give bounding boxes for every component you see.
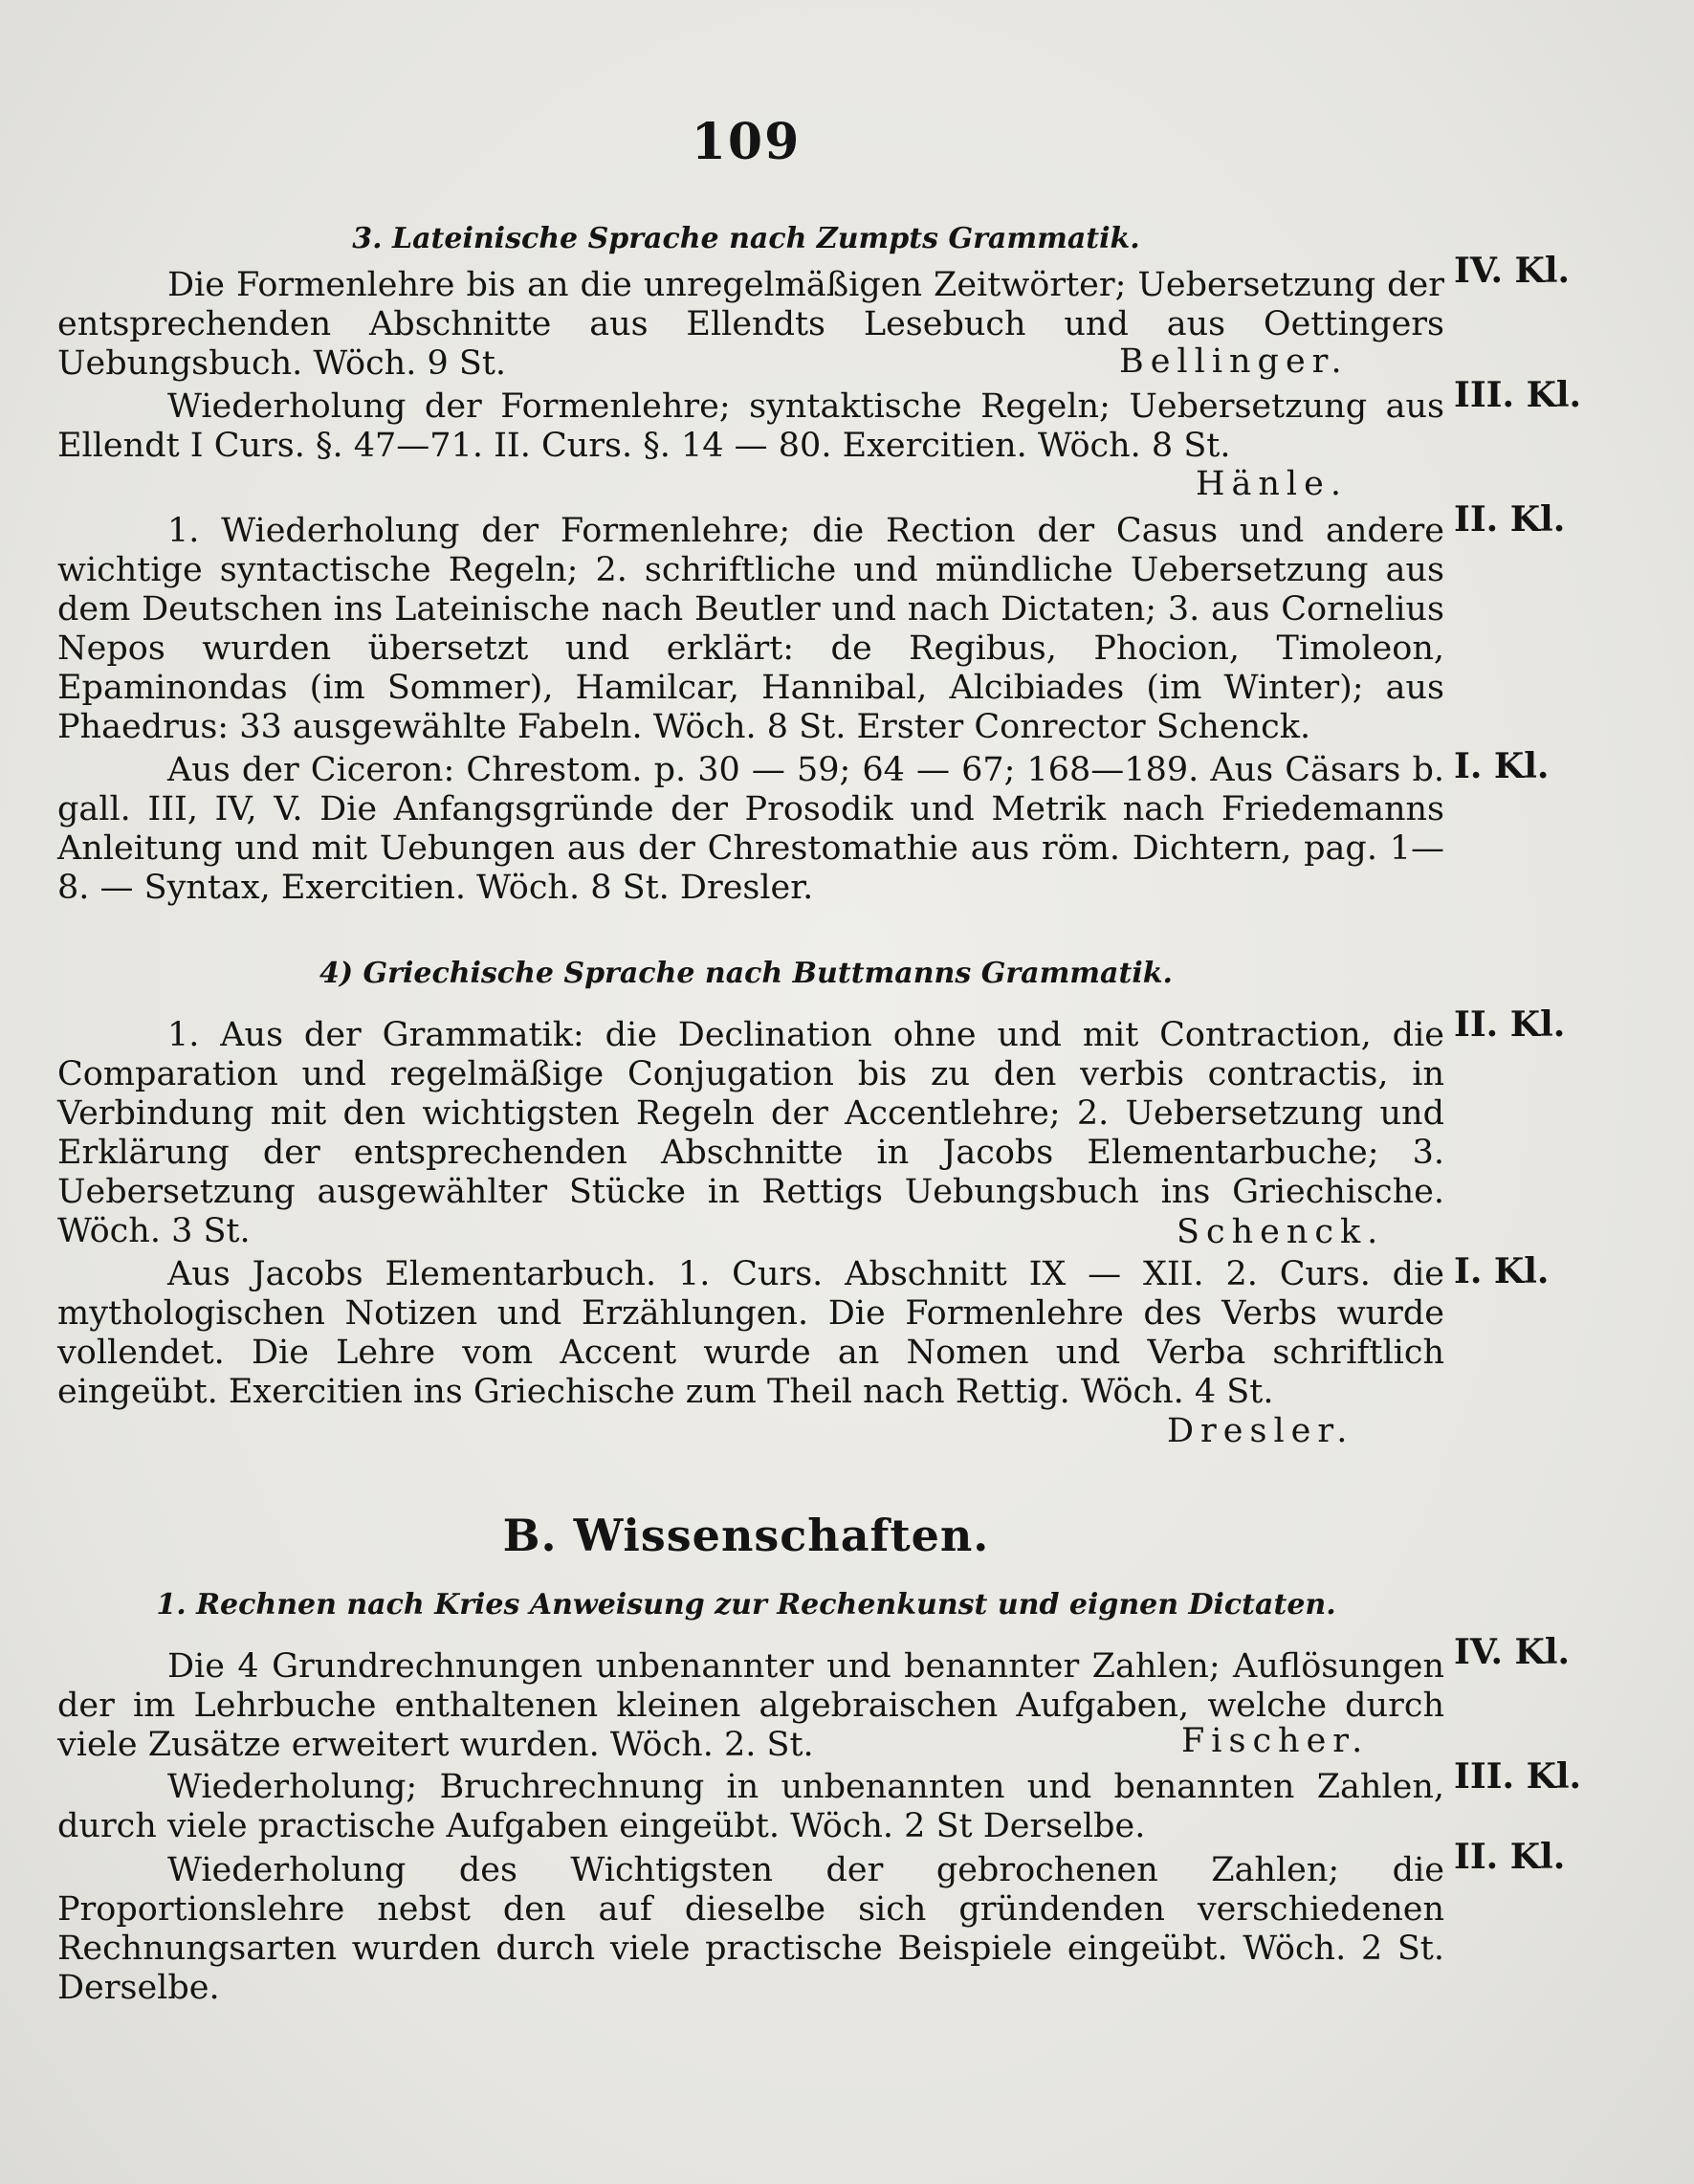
entry-greek-i: [57, 1255, 1444, 1412]
teacher-name: Bellinger.: [1119, 342, 1349, 381]
entry-text: Aus Jacobs Elementarbuch. 1. Curs. Abschnitt IX — XII. 2. Curs. die mythologischen Notizen und Erzählungen. Die Formenlehre des Verbs wurde vollendet. Die Lehre vom Accent wurde an Nomen und Verba schriftlich eingeübt. Exercitien ins Griechische zum Theil nach Rettig. Wöch. 4 St.: [57, 1255, 1444, 1411]
entry-latin-i: [57, 751, 1444, 908]
entry-text: Die Formenlehre bis an die unregelmäßigen Zeitwörter; Uebersetzung der entsprechenden Abschnitte aus Ellendts Lesebuch und aus Oettingers Uebungsbuch. Wöch. 9 St.: [57, 266, 1444, 383]
entry-text: Wiederholung des Wichtigsten der gebrochenen Zahlen; die Proportionslehre nebst den auf dieselbe sich gründenden verschiedenen Rechnungsarten wurden durch viele practische Beispiele eingeübt. Wöch. 2 St. Derselbe.: [57, 1851, 1444, 2007]
section-heading-latin: 3. Lateinische Sprache nach Zumpts Grammatik.: [352, 222, 1140, 255]
class-label: IV. Kl.: [1454, 1632, 1571, 1672]
class-label: III. Kl.: [1454, 375, 1582, 415]
teacher-name: Fischer.: [1181, 1722, 1370, 1760]
entry-text: Die 4 Grundrechnungen unbenannter und benannter Zahlen; Auflösungen der im Lehrbuche enthaltenen kleinen algebraischen Aufgaben, welche durch viele Zusätze erweitert wurden. Wöch. 2. St.: [57, 1647, 1444, 1764]
class-label: III. Kl.: [1454, 1756, 1582, 1797]
entry-latin-ii: [57, 512, 1444, 747]
class-label: IV. Kl.: [1454, 251, 1571, 291]
teacher-name: Dresler.: [1167, 1412, 1354, 1450]
entry-latin-iii: [57, 387, 1444, 466]
class-label: I. Kl.: [1454, 746, 1550, 786]
class-label: II. Kl.: [1454, 1837, 1566, 1877]
class-label: I. Kl.: [1454, 1251, 1550, 1291]
class-label: II. Kl.: [1454, 499, 1566, 540]
entry-text: Aus der Ciceron: Chrestom. p. 30 — 59; 64 — 67; 168—189. Aus Cäsars b. gall. III, IV, V. Die Anfangsgründe der Prosodik und Metrik nach Friedemanns Anleitung und mit Uebungen aus der Chrestomathie aus röm. Dichtern, pag. 1—8. — Syntax, Exercitien. Wöch. 8 St. Dresler.: [57, 751, 1444, 907]
class-label: II. Kl.: [1454, 1004, 1566, 1045]
section-heading-greek: 4) Griechische Sprache nach Buttmanns Grammatik.: [319, 957, 1173, 990]
entry-text: 1. Aus der Grammatik: die Declination ohne und mit Contraction, die Comparation und regelmäßige Conjugation bis zu den verbis contractis, in Verbindung mit den wichtigsten Regeln der Accentlehre; 2. Uebersetzung und Erklärung der entsprechenden Abschnitte in Jacobs Elementarbuche; 3. Uebersetzung ausgewählter Stücke in Rettigs Uebungsbuch ins Griechische. Wöch. 3 St.: [57, 1016, 1444, 1250]
entry-text: Wiederholung der Formenlehre; syntaktische Regeln; Uebersetzung aus Ellendt I Curs. §. 47—71. II. Curs. §. 14 — 80. Exercitien. Wöch. 8 St.: [57, 387, 1444, 465]
subsection-heading-rechnen: 1. Rechnen nach Kries Anweisung zur Rechenkunst und eignen Dictaten.: [156, 1588, 1336, 1621]
section-heading-wissenschaften: B. Wissenschaften.: [502, 1510, 990, 1561]
teacher-name: Hänle.: [1196, 465, 1348, 503]
entry-text: 1. Wiederholung der Formenlehre; die Rection der Casus und andere wichtige syntactische Regeln; 2. schriftliche und mündliche Uebersetzung aus dem Deutschen ins Lateinische nach Beutler und nach Dictaten; 3. aus Cornelius Nepos wurden übersetzt und erklärt: de Regibus, Phocion, Timoleon, Epaminondas (im Sommer), Hamilcar, Hannibal, Alcibiades (im Winter); aus Phaedrus: 33 ausgewählte Fabeln. Wöch. 8 St. Erster Conrector Schenck.: [57, 512, 1444, 746]
page-number: 109: [691, 113, 802, 171]
entry-text: Wiederholung; Bruchrechnung in unbenannten und benannten Zahlen, durch viele practische Aufgaben eingeübt. Wöch. 2 St Derselbe.: [57, 1768, 1444, 1845]
teacher-name: Schenck.: [1177, 1213, 1385, 1251]
entry-rechnen-iii: [57, 1768, 1444, 1846]
entry-rechnen-ii: [57, 1851, 1444, 2008]
